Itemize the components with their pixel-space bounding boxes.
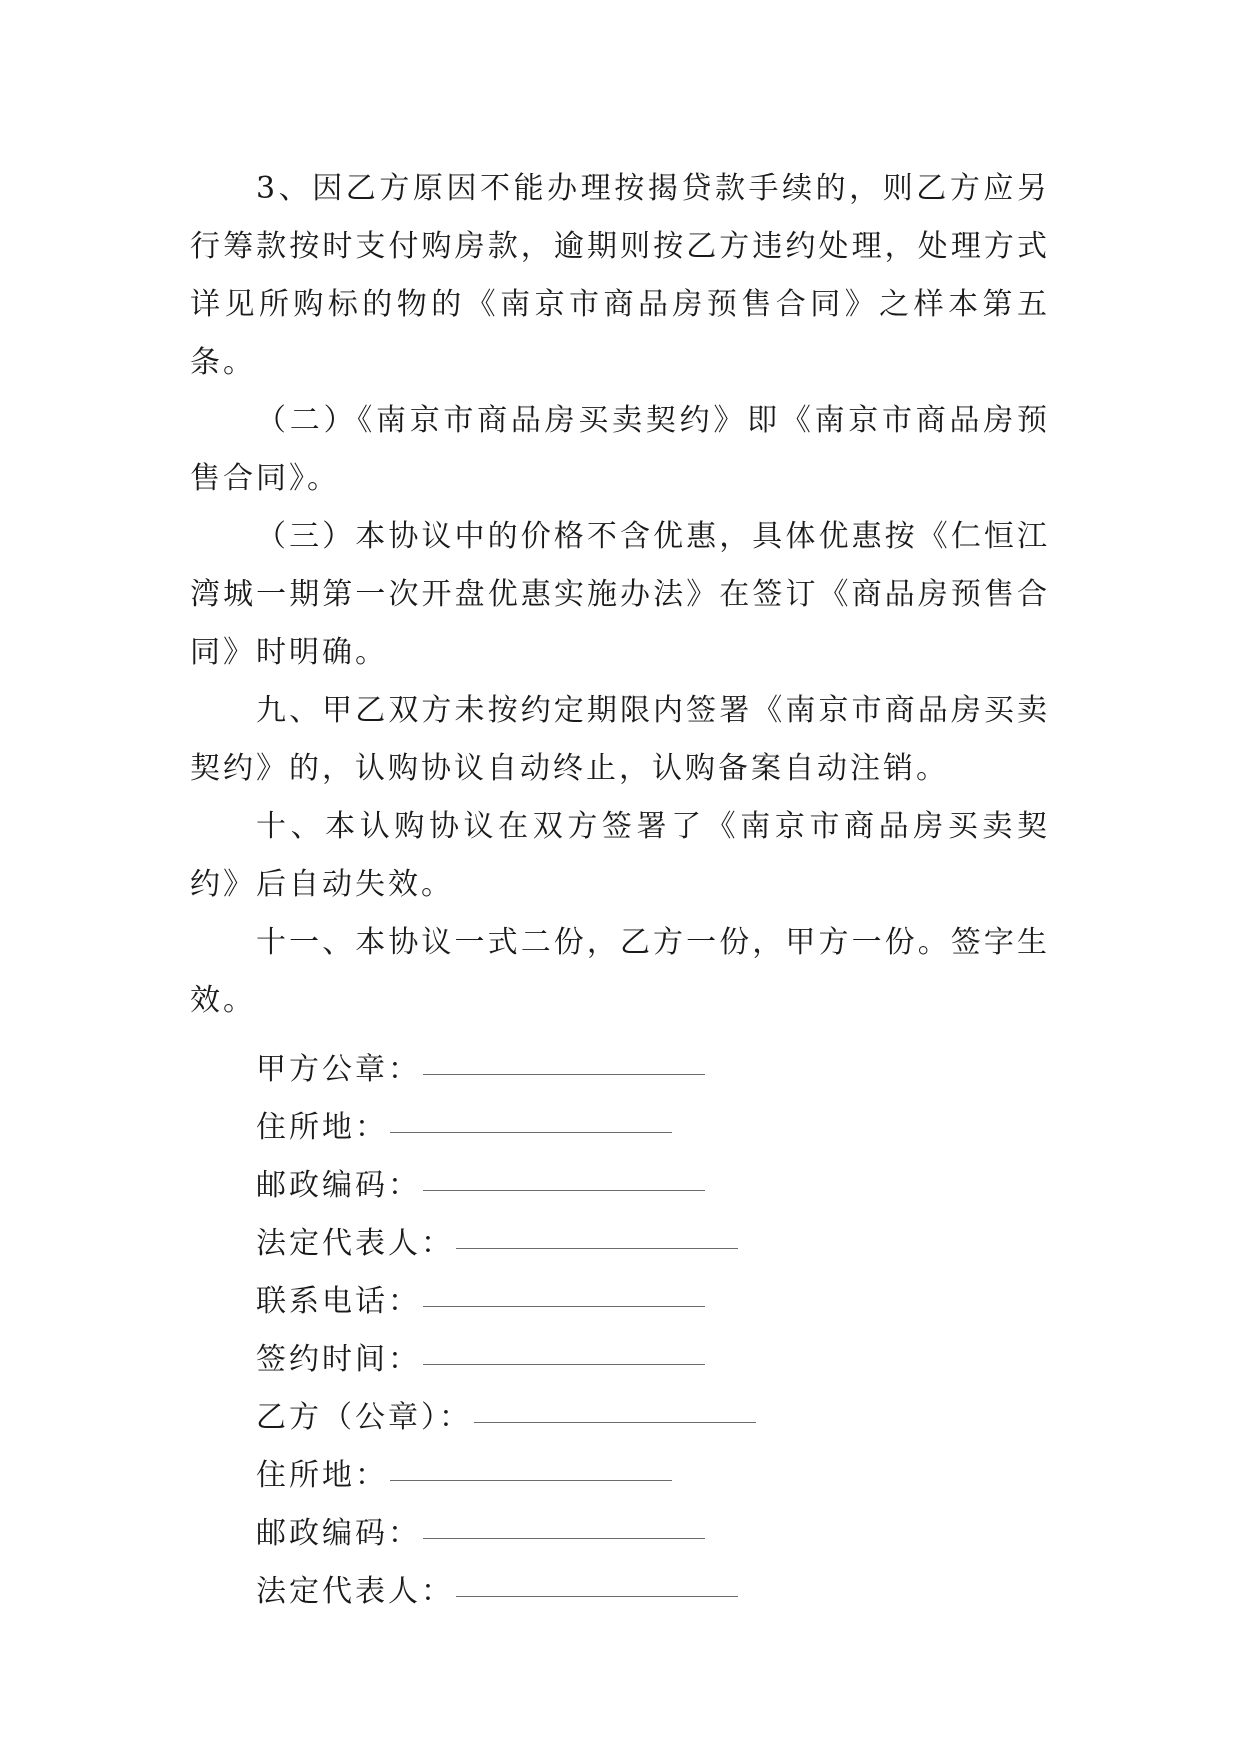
- paragraph-mortgage-clause: 3、因乙方原因不能办理按揭贷款手续的，则乙方应另行筹款按时支付购房款，逾期则按乙方违约处理，处理方式详见所购标的物的《南京市商品房预售合同》之样本第五条。: [190, 171, 1050, 380]
- signature-section: [190, 1030, 1050, 1610]
- blank-line: [390, 1480, 672, 1481]
- blank-line: [474, 1422, 756, 1423]
- field-label: 甲方公章：: [256, 1052, 421, 1087]
- field-label: 联系电话：: [256, 1284, 421, 1319]
- party-b-postcode-field: [190, 1494, 1050, 1552]
- field-label: 邮政编码：: [256, 1516, 421, 1551]
- blank-line: [423, 1306, 705, 1307]
- party-a-phone-field: [190, 1262, 1050, 1320]
- blank-line: [423, 1364, 705, 1365]
- party-b-address-field: [190, 1436, 1050, 1494]
- party-b-legal-rep-field: [190, 1552, 1050, 1610]
- paragraph-price-clause: （三）本协议中的价格不含优惠，具体优惠按《仁恒江湾城一期第一次开盘优惠实施办法》在签订《商品房预售合同》时明确。: [190, 519, 1050, 670]
- blank-line: [456, 1596, 738, 1597]
- blank-line: [423, 1538, 705, 1539]
- field-label: 乙方（公章）：: [256, 1400, 472, 1435]
- field-label: 住所地：: [256, 1110, 388, 1145]
- field-label: 法定代表人：: [256, 1226, 454, 1261]
- field-label: 住所地：: [256, 1458, 388, 1493]
- blank-line: [456, 1248, 738, 1249]
- field-label: 邮政编码：: [256, 1168, 421, 1203]
- paragraph-contract-definition: （二）《南京市商品房买卖契约》即《南京市商品房预售合同》。: [190, 403, 1050, 496]
- party-a-seal-field: [190, 1030, 1050, 1088]
- blank-line: [390, 1132, 672, 1133]
- signing-date-field: [190, 1320, 1050, 1378]
- contract-body: [190, 160, 1050, 1030]
- field-label: 签约时间：: [256, 1342, 421, 1377]
- paragraph-clause-ten: 十、本认购协议在双方签署了《南京市商品房买卖契约》后自动失效。: [190, 809, 1050, 902]
- field-label: 法定代表人：: [256, 1574, 454, 1609]
- blank-line: [423, 1074, 705, 1075]
- blank-line: [423, 1190, 705, 1191]
- party-b-seal-field: [190, 1378, 1050, 1436]
- document-page: [190, 160, 1050, 1610]
- party-a-address-field: [190, 1088, 1050, 1146]
- party-a-postcode-field: [190, 1146, 1050, 1204]
- party-a-legal-rep-field: [190, 1204, 1050, 1262]
- paragraph-clause-nine: 九、甲乙双方未按约定期限内签署《南京市商品房买卖契约》的，认购协议自动终止，认购备案自动注销。: [190, 693, 1050, 786]
- paragraph-clause-eleven: 十一、本协议一式二份，乙方一份，甲方一份。签字生效。: [190, 925, 1050, 1018]
